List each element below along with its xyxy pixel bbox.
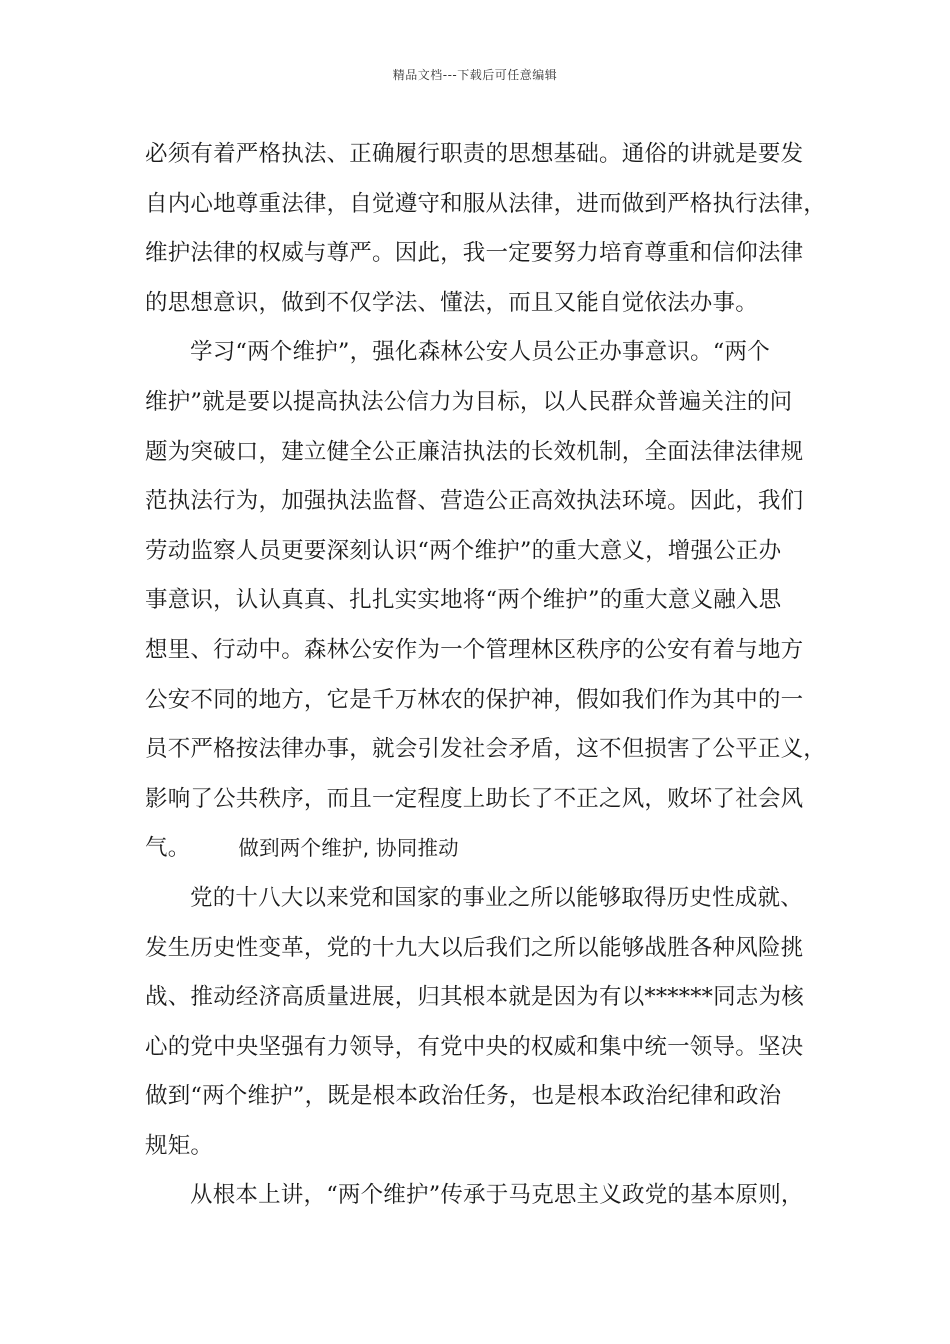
text-line: 必须有着严格执法、正确履行职责的思想基础。通俗的讲就是要发 [145, 141, 804, 167]
text-line: 维护法律的权威与尊严。因此，我一定要努力培育尊重和信仰法律 [145, 240, 804, 267]
text-line: 员不严格按法律办事，就会引发社会矛盾，这不但损害了公平正义， [145, 736, 827, 763]
paragraph-first-line: 从根本上讲，“两个维护”传承于马克思主义政党的基本原则， [190, 1182, 804, 1209]
text-line: 劳动监察人员更要深刻认识“两个维护”的重大意义，增强公正办 [145, 537, 782, 564]
text-line: 维护”就是要以提高执法公信力为目标，以人民群众普遍关注的问 [145, 388, 793, 415]
text-line: 想里、行动中。森林公安作为一个管理林区秩序的公安有着与地方 [145, 636, 804, 663]
paragraph-first-line: 党的十八大以来党和国家的事业之所以能够取得历史性成就、 [190, 884, 803, 911]
document-body [145, 130, 825, 1221]
text-line: 的思想意识，做到不仅学法、懂法，而且又能自觉依法办事。 [145, 289, 758, 316]
text-line: 范执法行为，加强执法监督、营造公正高效执法环境。因此，我们 [145, 488, 804, 515]
text-line: 做到“两个维护”，既是根本政治任务，也是根本政治纪律和政治 [145, 1083, 782, 1110]
paragraph-first-line: 学习“两个维护”，强化森林公安人员公正办事意识。“两个 [190, 339, 770, 366]
text-line: 规矩。 [145, 1132, 214, 1159]
text-line: 题为突破口，建立健全公正廉洁执法的长效机制，全面法律法律规 [145, 438, 804, 465]
page-header: 精品文档---下载后可任意编辑 [392, 68, 558, 82]
text-line: 影响了公共秩序，而且一定程度上助长了不正之风，败坏了社会风 [145, 785, 804, 812]
text-line: 发生历史性变革，党的十九大以后我们之所以能够战胜各种风险挑 [145, 934, 804, 961]
section-heading: 做到两个维护, 协同推动 [238, 836, 459, 861]
text-line: 事意识，认认真真、扎扎实实地将“两个维护”的重大意义融入思 [145, 587, 782, 614]
text-line: 公安不同的地方，它是千万林农的保护神，假如我们作为其中的一 [145, 686, 804, 713]
text-line: 心的党中央坚强有力领导，有党中央的权威和集中统一领导。坚决 [145, 1033, 804, 1060]
text-line: 战、推动经济高质量进展，归其根本就是因为有以******同志为核 [145, 984, 804, 1011]
text-line: 自内心地尊重法律，自觉遵守和服从法律，进而做到严格执行法律， [145, 190, 827, 217]
text-line-with-heading [145, 824, 825, 874]
text-line-end: 气。 [145, 835, 191, 862]
